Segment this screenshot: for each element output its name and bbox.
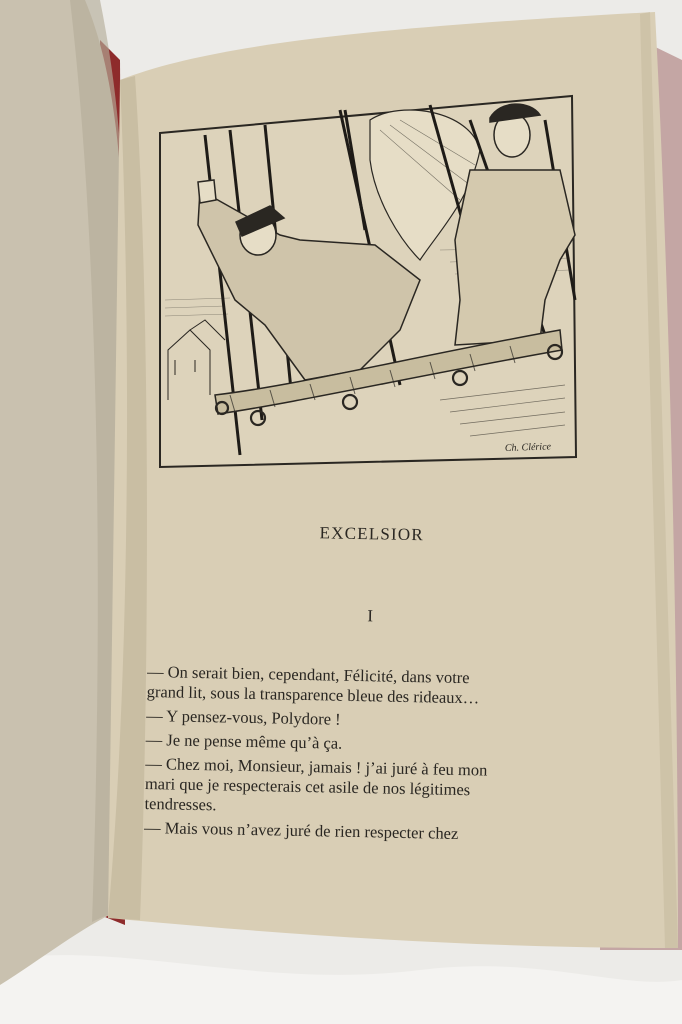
paragraph-1: — On serait bien, cependant, Félicité, dans votre grand lit, sous la transparence bleue des rideaux… (146, 661, 480, 708)
left-page (0, 0, 124, 985)
paragraph-4: — Chez moi, Monsieur, jamais ! j’ai juré à feu mon mari que je respecterais cet asile de nos légitimes tendresses. (144, 753, 488, 815)
paragraph-3: — Je ne pense même qu’à ça. (145, 729, 343, 753)
paragraph-5: — Mais vous n’avez juré de rien respecter chez (143, 817, 459, 843)
chapter-number: I (367, 606, 374, 626)
chapter-title: EXCELSIOR (319, 523, 425, 545)
paragraph-2: — Y pensez-vous, Polydore ! (146, 705, 341, 729)
balloon-illustration (160, 96, 576, 467)
illustrator-signature: Ch. Clérice (504, 441, 552, 454)
